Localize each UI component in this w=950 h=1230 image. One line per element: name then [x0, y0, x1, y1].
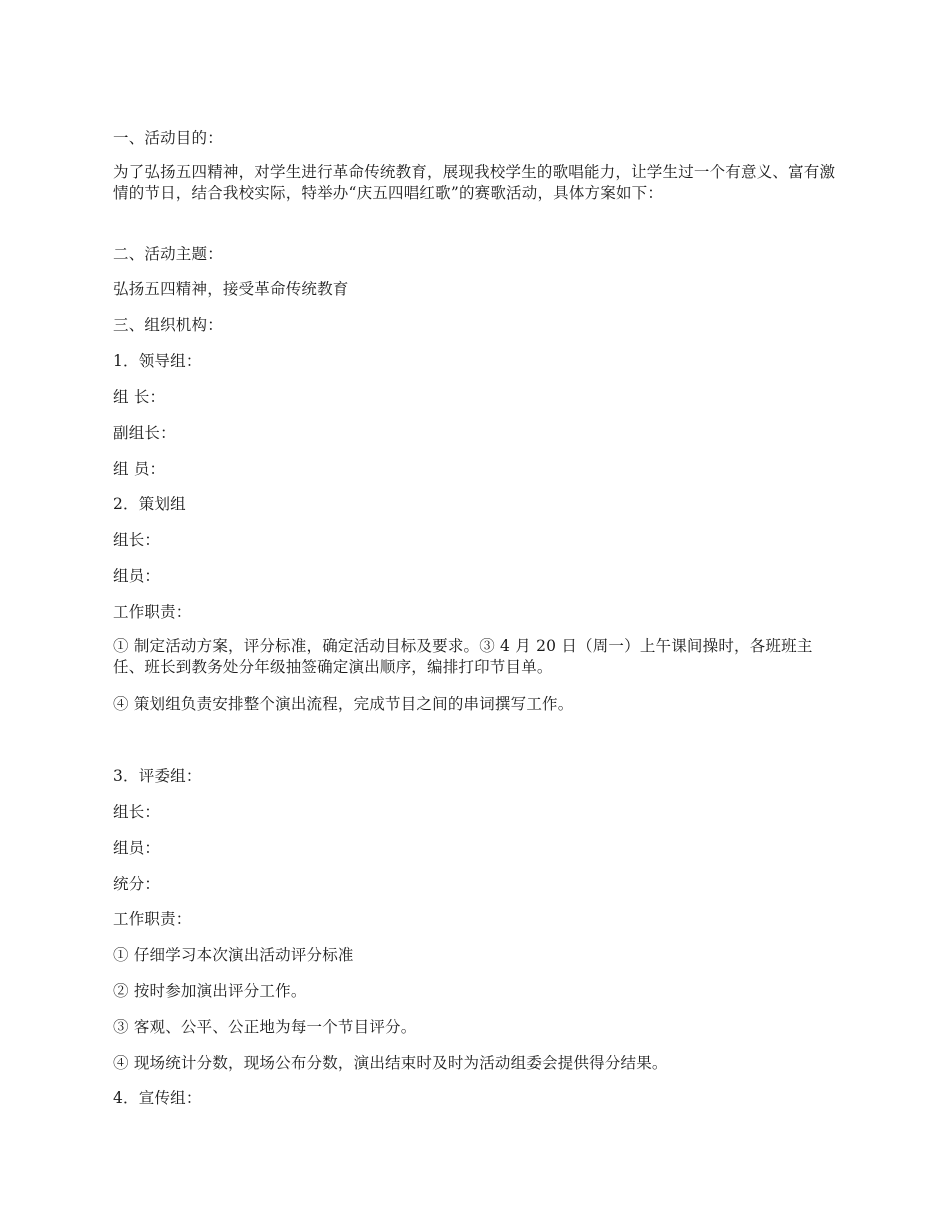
judges-duties-label: 工作职责： — [113, 910, 192, 928]
planning-leader: 组长： — [113, 531, 161, 549]
judges-duty-3: ③ 客观、公平、公正地为每一个节目评分。 — [113, 1018, 417, 1036]
judges-duty-1: ① 仔细学习本次演出活动评分标准 — [113, 946, 354, 964]
leadership-deputy: 副组长： — [113, 424, 176, 442]
judges-leader: 组长： — [113, 803, 161, 821]
theme-heading: 二、活动主题： — [113, 245, 223, 263]
publicity-heading: 4．宣传组： — [113, 1089, 202, 1107]
planning-duty-1: ① 制定活动方案，评分标准，确定活动目标及要求。③ 4 月 20 日（周一）上午课间操时，各班班主任、班长到教务处分年级抽签确定演出顺序，编排打印节目单。 — [113, 637, 813, 676]
planning-heading: 2．策划组 — [113, 495, 186, 513]
planning-duties-label: 工作职责： — [113, 603, 192, 621]
judges-heading: 3．评委组： — [113, 767, 202, 785]
planning-duty-4: ④ 策划组负责安排整个演出流程，完成节目之间的串词撰写工作。 — [113, 695, 574, 713]
judges-duty-4: ④ 现场统计分数，现场公布分数，演出结束时及时为活动组委会提供得分结果。 — [113, 1054, 668, 1072]
judges-duty-2: ② 按时参加演出评分工作。 — [113, 982, 307, 1000]
leadership-leader: 组 长： — [113, 388, 166, 406]
org-heading: 三、组织机构： — [113, 316, 223, 334]
judges-scoring: 统分： — [113, 875, 161, 893]
leadership-members: 组 员： — [113, 460, 166, 478]
theme-paragraph: 弘扬五四精神，接受革命传统教育 — [113, 280, 349, 298]
purpose-paragraph: 为了弘扬五四精神，对学生进行革命传统教育，展现我校学生的歌唱能力，让学生过一个有意义、富有激情的节日，结合我校实际，特举办“庆五四唱红歌”的赛歌活动，具体方案如下： — [113, 163, 836, 202]
leadership-heading: 1．领导组： — [113, 352, 202, 370]
purpose-heading: 一、活动目的： — [113, 129, 223, 147]
planning-members: 组员： — [113, 567, 161, 585]
judges-members: 组员： — [113, 839, 161, 857]
